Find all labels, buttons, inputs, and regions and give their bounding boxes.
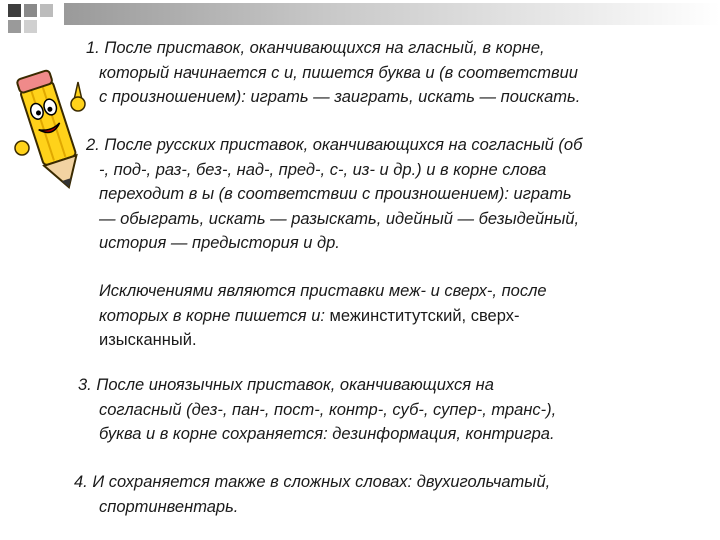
paragraph-number: 1. <box>86 39 100 57</box>
paragraph-line: который начинается с и, пишется буква и (в соответствии <box>99 63 578 82</box>
paragraph-line: буква и в корне сохраняется: дезинформация, контригра. <box>99 425 555 443</box>
paragraph-line: — обыграть, искать — разыскать, идейный — безыдейный, <box>99 209 580 228</box>
paragraph-line: -, под-, раз-, без-, над-, пред-, с-, из- и др.) и в корне слова <box>99 160 547 179</box>
paragraph-number: 3. <box>78 376 92 394</box>
paragraph-line: с произношением): играть — заиграть, искать — поискать. <box>99 88 581 106</box>
header-gradient-band <box>64 3 720 25</box>
decor-square <box>40 4 53 17</box>
decor-square <box>24 4 37 17</box>
paragraph-line: После русских приставок, оканчивающихся на согласный (об <box>104 136 583 154</box>
paragraph-line: спортинвентарь. <box>99 497 239 516</box>
example-words: межинститутский, сверх- <box>329 306 520 325</box>
paragraph-line: Исключениями являются приставки меж- и сверх-, после <box>99 282 547 300</box>
paragraph-1 <box>86 36 580 110</box>
paragraph-3 <box>78 373 556 447</box>
paragraph-4 <box>74 470 550 519</box>
decor-square <box>8 20 21 33</box>
paragraph-line: После приставок, оканчивающихся на гласный, в корне, <box>104 39 545 57</box>
paragraph-number: 2. <box>86 136 100 154</box>
paragraph-line: переходит в ы (в соответствии с произношением): играть <box>99 185 572 203</box>
decor-square <box>24 20 37 33</box>
paragraph-2 <box>86 133 582 256</box>
example-words: изысканный. <box>99 331 197 349</box>
decor-square <box>8 4 21 17</box>
exceptions-paragraph <box>99 279 547 353</box>
pencil-mascot-icon <box>8 62 94 197</box>
slide-corner-decoration <box>0 0 720 40</box>
paragraph-line: история — предыстория и др. <box>99 234 340 252</box>
paragraph-line: согласный (дез-, пан-, пост-, контр-, суб-, супер-, транс-), <box>99 400 557 419</box>
paragraph-line: которых в корне пишется и: <box>99 306 330 325</box>
paragraph-number: 4. <box>74 473 88 491</box>
paragraph-line: И сохраняется также в сложных словах: двухигольчатый, <box>92 473 551 491</box>
paragraph-line: После иноязычных приставок, оканчивающихся на <box>96 376 494 394</box>
